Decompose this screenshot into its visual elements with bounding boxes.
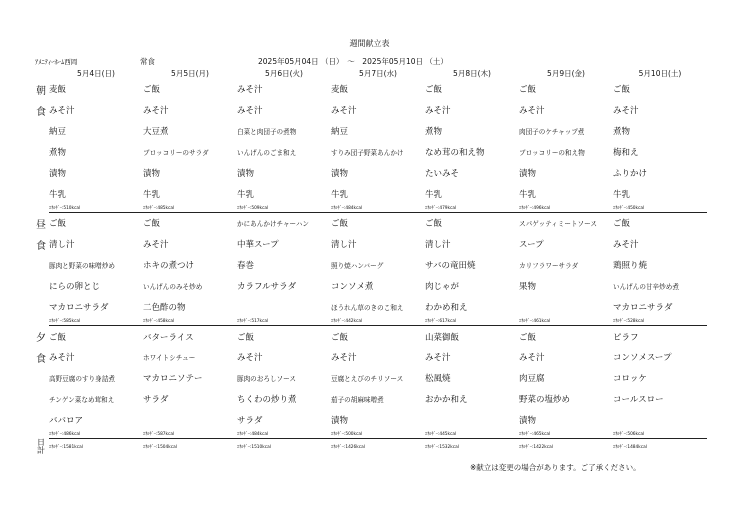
meal-row xyxy=(33,184,707,205)
meal-energy: ｴﾈﾙｷﾞｰ:479kcal xyxy=(425,205,519,213)
meal-row xyxy=(33,410,707,431)
menu-item: 肉団子のケチャップ煮 xyxy=(519,128,585,137)
daily-energy: ｴﾈﾙｷﾞｰ:1484kcal xyxy=(613,445,647,451)
daily-total-row xyxy=(33,439,707,455)
meal-label-cell: 食 xyxy=(36,106,46,118)
menu-item: 牛乳 xyxy=(425,190,443,201)
menu-item xyxy=(613,410,707,431)
menu-item: ご飯 xyxy=(237,332,255,343)
menu-item: すりみ団子野菜あんかけ xyxy=(331,149,404,158)
day-header: 5月10日(土) xyxy=(638,68,682,78)
meal-energy: ｴﾈﾙｷﾞｰ:465kcal xyxy=(519,431,613,439)
meal-energy: ｴﾈﾙｷﾞｰ:587kcal xyxy=(143,431,237,439)
meal-label-cell xyxy=(33,297,49,318)
menu-item: 大豆煮 xyxy=(143,127,169,138)
daily-energy: ｴﾈﾙｷﾞｰ:1581kcal xyxy=(49,445,83,451)
menu-item: ご飯 xyxy=(613,219,631,230)
menu-item: ご飯 xyxy=(425,219,443,230)
menu-table xyxy=(33,67,707,455)
daily-energy: ｴﾈﾙｷﾞｰ:1504kcal xyxy=(143,445,177,451)
meal-energy: ｴﾈﾙｷﾞｰ:485kcal xyxy=(143,205,237,213)
menu-item: 野菜の塩炒め xyxy=(519,395,571,406)
menu-item: 納豆 xyxy=(331,127,349,138)
menu-item: みそ汁 xyxy=(519,106,545,117)
meal-label-cell xyxy=(33,184,49,205)
menu-item: ホワイトシチュー xyxy=(143,354,196,363)
menu-item: ピラフ xyxy=(613,332,639,343)
daily-energy: ｴﾈﾙｷﾞｰ:1422kcal xyxy=(519,445,553,451)
menu-item: ホキの煮つけ xyxy=(143,261,195,272)
menu-item: マカロニサラダ xyxy=(613,303,673,314)
menu-item: カリフラワーサラダ xyxy=(519,262,579,271)
meal-row xyxy=(33,347,707,368)
day-header: 5月4日(日) xyxy=(77,68,115,78)
meal-energy: ｴﾈﾙｷﾞｰ:486kcal xyxy=(49,431,143,439)
menu-item: ご飯 xyxy=(425,85,443,96)
menu-item: マカロニソテー xyxy=(143,374,203,385)
menu-item: コンソメ煮 xyxy=(331,282,374,293)
menu-item: 牛乳 xyxy=(49,190,67,201)
menu-item: コールスロー xyxy=(613,395,664,406)
menu-item: 清し汁 xyxy=(425,240,451,251)
menu-item: ご飯 xyxy=(143,219,161,230)
menu-item: みそ汁 xyxy=(143,240,169,251)
menu-item: 清し汁 xyxy=(331,240,357,251)
menu-item: チンゲン菜なめ茸和え xyxy=(49,396,115,405)
meal-row xyxy=(33,100,707,121)
menu-item: 牛乳 xyxy=(237,190,255,201)
meal-row xyxy=(33,234,707,255)
meal-row xyxy=(33,212,707,233)
menu-item: 煮物 xyxy=(49,148,67,159)
menu-item: サバの竜田焼 xyxy=(425,261,476,272)
meal-label-cell: 朝 xyxy=(36,85,46,97)
menu-item: みそ汁 xyxy=(331,106,357,117)
menu-item: みそ汁 xyxy=(237,106,263,117)
menu-item: 漬物 xyxy=(143,169,161,180)
menu-item: いんげんの甘辛炒め煮 xyxy=(613,283,679,292)
meal-energy: ｴﾈﾙｷﾞｰ:496kcal xyxy=(519,205,613,213)
meal-label-cell: 夕 xyxy=(36,332,46,344)
menu-item: みそ汁 xyxy=(425,353,451,364)
menu-item: マカロニサラダ xyxy=(49,303,109,314)
menu-item: 豚肉のおろしソース xyxy=(237,375,297,384)
menu-item xyxy=(237,297,331,318)
menu-item: コンソメスープ xyxy=(613,353,672,364)
day-header: 5月9日(金) xyxy=(547,68,585,78)
menu-item: 牛乳 xyxy=(613,190,631,201)
meal-energy: ｴﾈﾙｷﾞｰ:517kcal xyxy=(237,318,331,326)
kcal-label-cell xyxy=(33,205,49,213)
meal-label-cell: 昼 xyxy=(36,219,46,231)
menu-item: 漬物 xyxy=(519,416,537,427)
meal-row xyxy=(33,276,707,297)
menu-item: みそ汁 xyxy=(425,106,451,117)
meal-energy: ｴﾈﾙｷﾞｰ:500kcal xyxy=(331,431,425,439)
meal-energy: ｴﾈﾙｷﾞｰ:458kcal xyxy=(143,318,237,326)
meal-row xyxy=(33,79,707,100)
day-header: 5月8日(木) xyxy=(453,68,491,78)
menu-item: ご飯 xyxy=(519,85,537,96)
menu-item: みそ汁 xyxy=(331,353,357,364)
kcal-label-cell xyxy=(33,318,49,326)
menu-item: 牛乳 xyxy=(331,190,349,201)
meal-energy: ｴﾈﾙｷﾞｰ:461kcal xyxy=(519,318,613,326)
menu-item: みそ汁 xyxy=(49,106,75,117)
kcal-row xyxy=(33,205,707,213)
kcal-row xyxy=(33,318,707,326)
page-title: 週間献立表 xyxy=(349,39,390,48)
menu-item: 高野豆腐のすり身詰煮 xyxy=(49,375,115,384)
menu-item: 豆腐とえびのチリソース xyxy=(331,375,404,384)
meal-label-cell xyxy=(33,142,49,163)
meal-row xyxy=(33,389,707,410)
menu-item: かにあんかけチャーハン xyxy=(237,220,310,229)
meal-energy: ｴﾈﾙｷﾞｰ:585kcal xyxy=(49,318,143,326)
menu-item: 春巻 xyxy=(237,261,255,272)
date-range: 2025年05月04日 （日） ～ 2025年05月10日 （土） xyxy=(258,57,448,66)
menu-item: 二色酢の物 xyxy=(143,303,186,314)
menu-item: ご飯 xyxy=(613,85,631,96)
menu-item: ふりかけ xyxy=(613,169,648,180)
menu-item: 麦飯 xyxy=(49,85,67,96)
menu-item: 松風焼 xyxy=(425,374,451,385)
menu-item: みそ汁 xyxy=(237,353,263,364)
meal-energy: ｴﾈﾙｷﾞｰ:506kcal xyxy=(613,431,707,439)
menu-item: みそ汁 xyxy=(49,353,75,364)
menu-item: 漬物 xyxy=(237,169,255,180)
menu-item: 牛乳 xyxy=(143,190,161,201)
menu-item: 麦飯 xyxy=(331,85,349,96)
menu-item: スープ xyxy=(519,240,544,251)
menu-item: みそ汁 xyxy=(519,353,545,364)
meal-label-cell xyxy=(33,163,49,184)
daily-energy: ｴﾈﾙｷﾞｰ:1510kcal xyxy=(237,445,271,451)
day-header: 5月7日(水) xyxy=(359,68,397,78)
menu-item: 中華スープ xyxy=(237,240,279,251)
menu-item: ご飯 xyxy=(143,85,161,96)
daily-energy: ｴﾈﾙｷﾞｰ:1426kcal xyxy=(331,445,365,451)
meal-row xyxy=(33,163,707,184)
meal-energy: ｴﾈﾙｷﾞｰ:617kcal xyxy=(425,318,519,326)
menu-item: ほうれん草のきのこ和え xyxy=(331,304,404,313)
menu-item: 漬物 xyxy=(519,169,537,180)
meal-row xyxy=(33,368,707,389)
menu-item xyxy=(519,297,613,318)
menu-item: ご飯 xyxy=(331,332,349,343)
day-header-row xyxy=(33,67,707,79)
meal-label-cell xyxy=(33,410,49,431)
menu-item: 牛乳 xyxy=(519,190,537,201)
menu-item: 煮物 xyxy=(613,127,631,138)
footer-note: ※献立は変更の場合があります。ご了承ください。 xyxy=(470,463,641,472)
menu-item: 納豆 xyxy=(49,127,67,138)
menu-item: 肉じゃが xyxy=(425,282,460,293)
meal-row xyxy=(33,255,707,276)
menu-item: たいみそ xyxy=(425,169,460,180)
menu-item: 白菜と肉団子の煮物 xyxy=(237,128,297,137)
menu-item xyxy=(143,410,237,431)
menu-item: いんげんのごま和え xyxy=(237,149,297,158)
day-header: 5月6日(火) xyxy=(265,68,303,78)
menu-item: みそ汁 xyxy=(613,240,639,251)
menu-item: 果物 xyxy=(519,282,537,293)
menu-body xyxy=(33,79,707,455)
menu-item: みそ汁 xyxy=(143,106,169,117)
facility-name: ｱﾒﾆﾃｨｰﾎｰﾑ西岡 xyxy=(35,58,78,66)
corner-cell xyxy=(33,67,49,79)
meal-label-cell xyxy=(33,276,49,297)
menu-item: スパゲッティミートソース xyxy=(519,220,598,229)
menu-item: おかか和え xyxy=(425,395,468,406)
meal-label-cell: 食 xyxy=(36,353,46,365)
menu-item: 鶏照り焼 xyxy=(613,261,648,272)
menu-item: 山菜御飯 xyxy=(425,332,460,343)
daily-total-label xyxy=(33,439,49,455)
menu-item: にらの卵とじ xyxy=(49,282,101,293)
menu-item: ちくわの炒り煮 xyxy=(237,395,297,406)
menu-type: 常食 xyxy=(140,57,155,66)
menu-item: 漬物 xyxy=(49,169,67,180)
menu-item: ブロッコリーのサラダ xyxy=(143,149,209,158)
menu-item: 漬物 xyxy=(331,416,349,427)
menu-item: ババロア xyxy=(49,416,84,427)
meal-label-cell xyxy=(33,255,49,276)
meal-energy: ｴﾈﾙｷﾞｰ:509kcal xyxy=(237,205,331,213)
menu-item: サラダ xyxy=(143,395,169,406)
meal-row xyxy=(33,121,707,142)
menu-item: カラフルサラダ xyxy=(237,282,297,293)
meal-row xyxy=(33,297,707,318)
menu-item: 豚肉と野菜の味噌炒め xyxy=(49,262,115,271)
menu-item: バターライス xyxy=(143,332,194,343)
meal-row xyxy=(33,142,707,163)
daily-label-bottom: 計 xyxy=(37,445,45,455)
meal-energy: ｴﾈﾙｷﾞｰ:484kcal xyxy=(331,205,425,213)
menu-item: 茄子の胡麻味噌煮 xyxy=(331,396,384,405)
meal-label-cell: 食 xyxy=(36,240,46,252)
meal-label-cell xyxy=(33,121,49,142)
meal-energy: ｴﾈﾙｷﾞｰ:445kcal xyxy=(425,431,519,439)
meal-row xyxy=(33,326,707,347)
daily-label-top: 日 xyxy=(37,437,45,447)
menu-item: わかめ和え xyxy=(425,303,468,314)
menu-item: ご飯 xyxy=(49,219,67,230)
meal-energy: ｴﾈﾙｷﾞｰ:510kcal xyxy=(49,205,143,213)
menu-item: ご飯 xyxy=(49,332,67,343)
meal-label-cell xyxy=(33,368,49,389)
menu-item: なめ茸の和え物 xyxy=(425,148,485,159)
meal-energy: ｴﾈﾙｷﾞｰ:442kcal xyxy=(331,318,425,326)
kcal-row xyxy=(33,431,707,439)
menu-item: 煮物 xyxy=(425,127,443,138)
menu-item: 清し汁 xyxy=(49,240,75,251)
meal-energy: ｴﾈﾙｷﾞｰ:528kcal xyxy=(613,318,707,326)
menu-item: みそ汁 xyxy=(613,106,639,117)
day-header: 5月5日(月) xyxy=(171,68,209,78)
meal-energy: ｴﾈﾙｷﾞｰ:484kcal xyxy=(237,431,331,439)
menu-item: 肉豆腐 xyxy=(519,374,545,385)
menu-item: 照り焼ハンバーグ xyxy=(331,262,384,271)
menu-item: ご飯 xyxy=(331,219,349,230)
menu-item: コロッケ xyxy=(613,374,647,385)
menu-item: ブロッコリーの和え物 xyxy=(519,149,585,158)
menu-item: ご飯 xyxy=(519,332,537,343)
menu-item: 漬物 xyxy=(331,169,349,180)
menu-item: いんげんのみそ炒め xyxy=(143,283,203,292)
menu-item: 梅和え xyxy=(613,148,639,159)
menu-item: みそ汁 xyxy=(237,85,263,96)
menu-item xyxy=(425,410,519,431)
daily-energy: ｴﾈﾙｷﾞｰ:1532kcal xyxy=(425,445,459,451)
meal-label-cell xyxy=(33,389,49,410)
meal-energy: ｴﾈﾙｷﾞｰ:450kcal xyxy=(613,205,707,213)
menu-item: サラダ xyxy=(237,416,263,427)
